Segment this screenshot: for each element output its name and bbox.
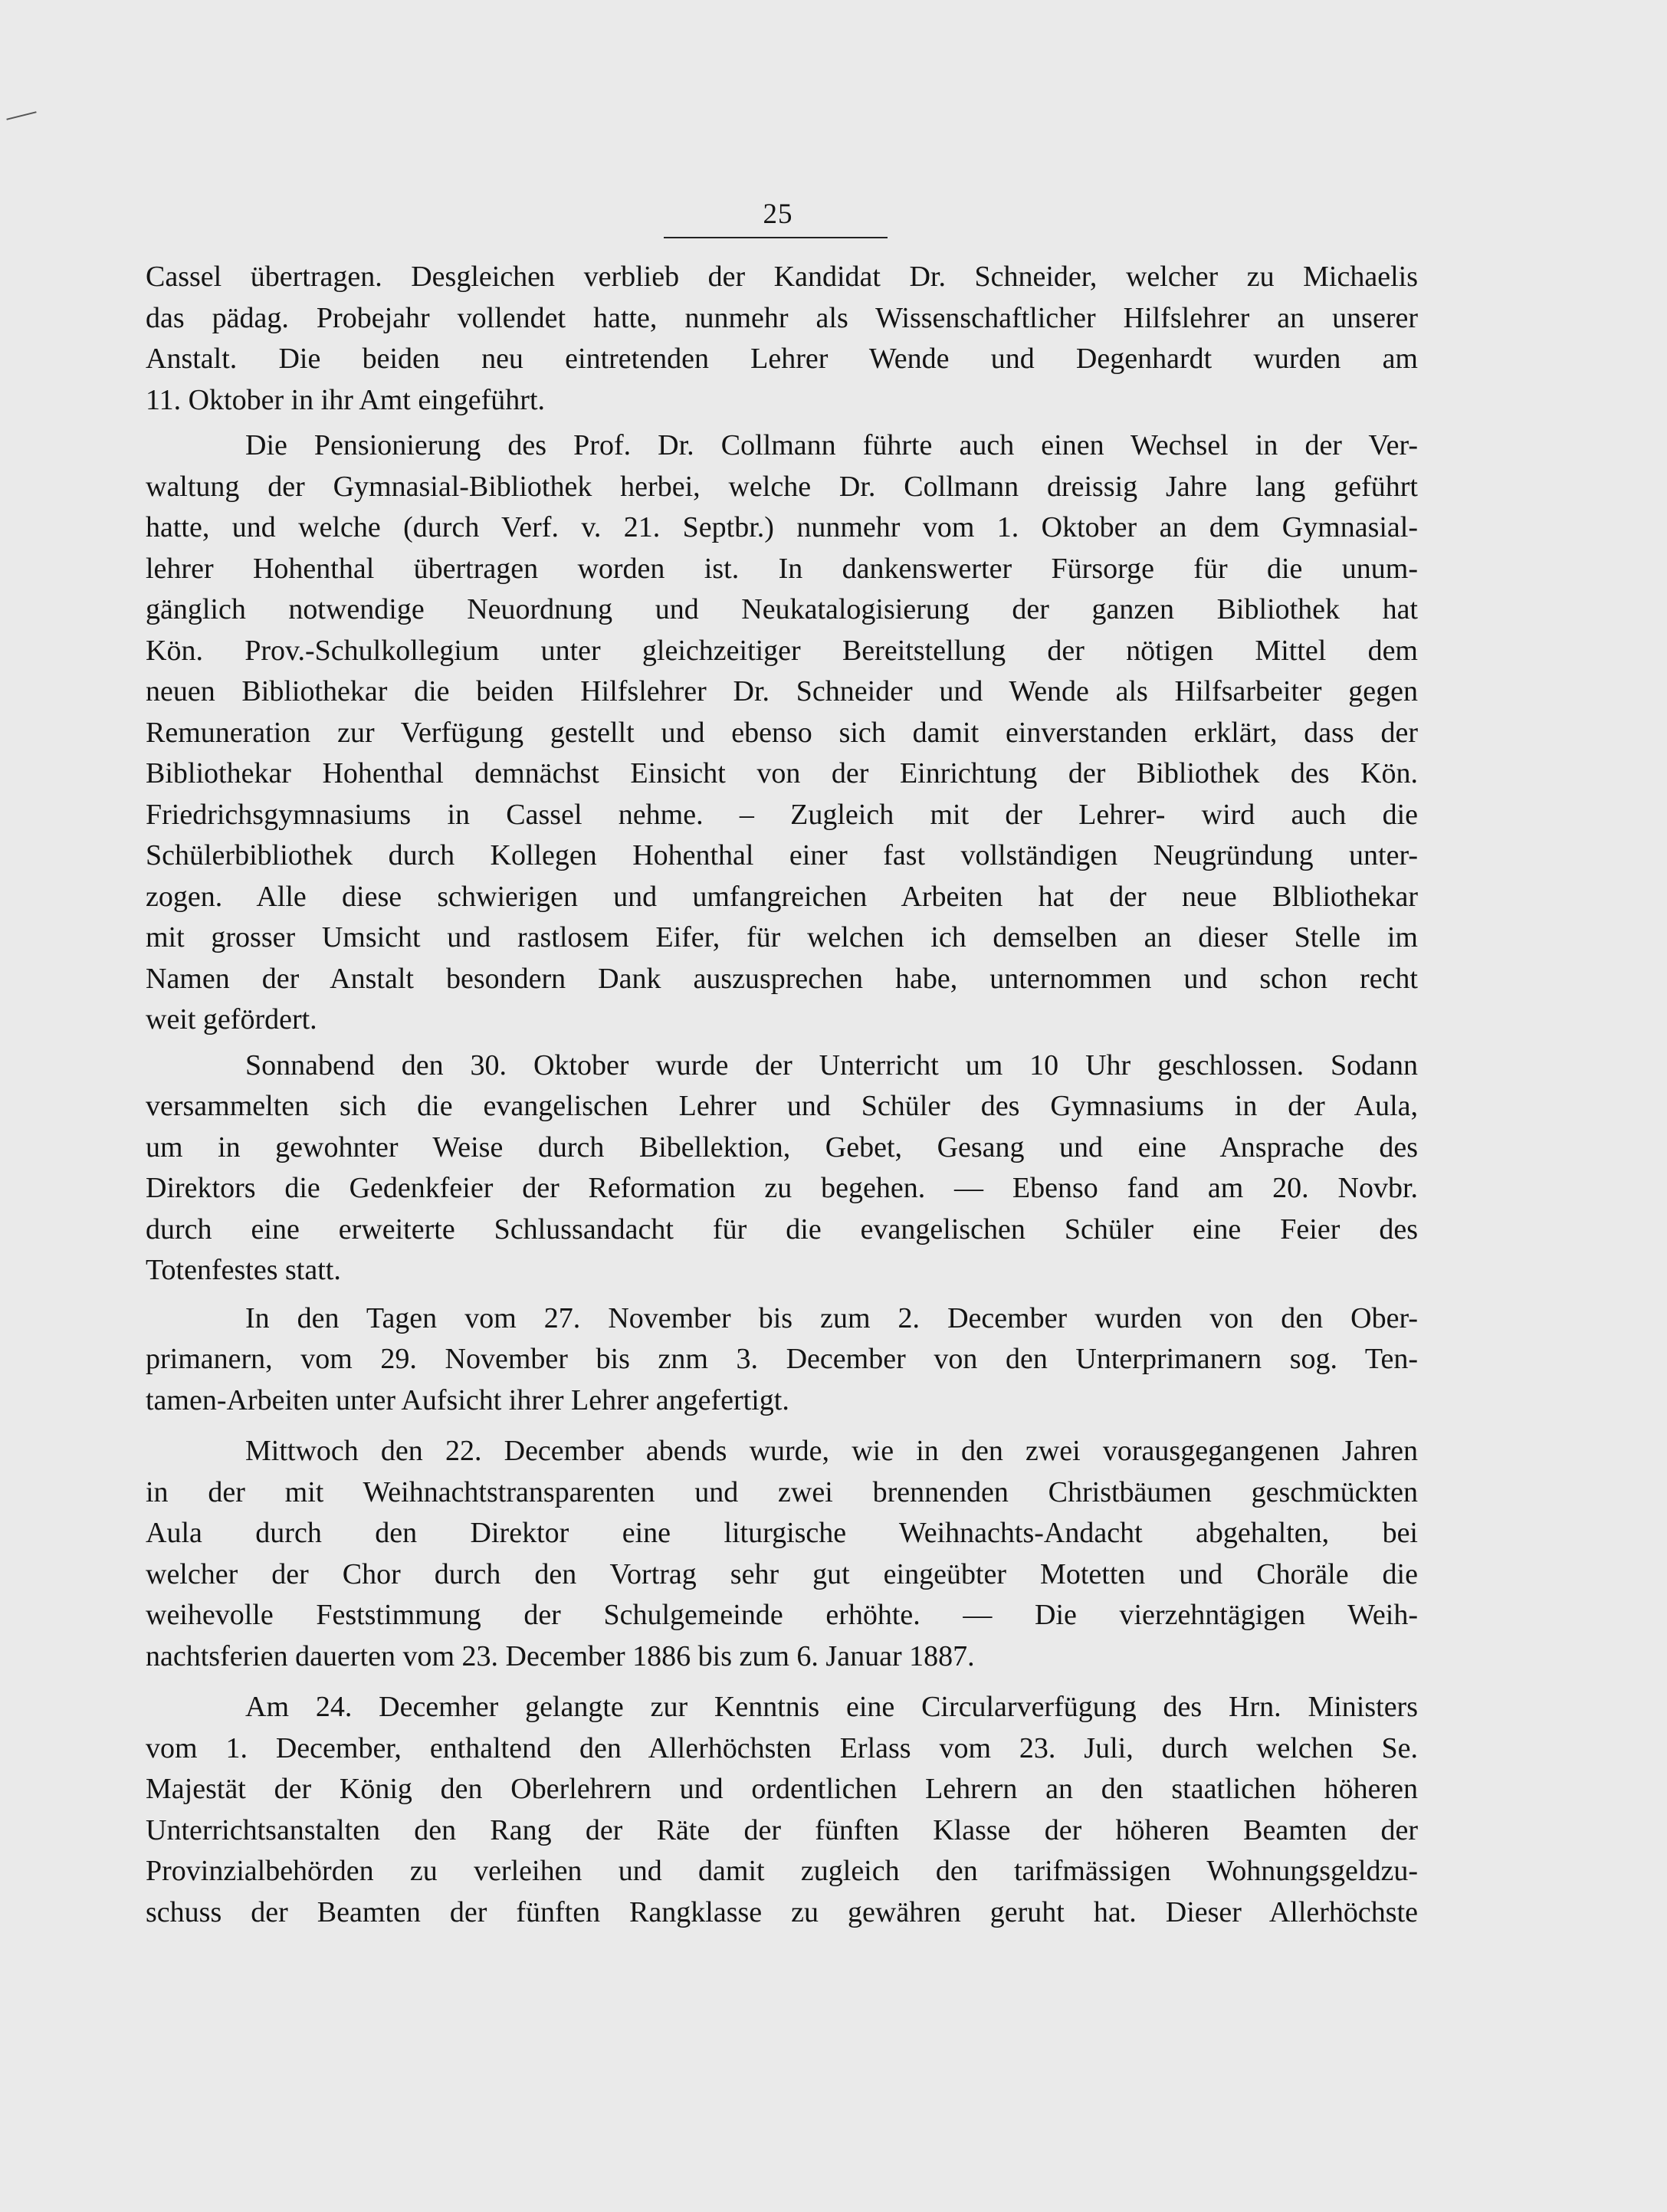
text-line: Bibliothekar Hohenthal demnächst Einsicht von der Einrichtung der Bibliothek des Kön. [146, 757, 1418, 789]
text-line: Friedrichsgymnasiums in Cassel nehme. – Zugleich mit der Lehrer- wird auch die [146, 798, 1418, 831]
text-line: schuss der Beamten der fünften Rangklasse zu gewähren geruht hat. Dieser Allerhöchste [146, 1895, 1418, 1928]
paragraph-2 [146, 425, 1418, 1041]
paragraph-4 [146, 1298, 1418, 1422]
text-line: Anstalt. Die beiden neu eintretenden Lehrer Wende und Degenhardt wurden am [146, 343, 1418, 375]
text-line: nachtsferien dauerten vom 23. December 1886 bis zum 6. Januar 1887. [146, 1639, 975, 1672]
paragraph-5 [146, 1431, 1418, 1677]
text-line: Schülerbibliothek durch Kollegen Hohenthal einer fast vollständigen Neugründung unter- [146, 839, 1418, 871]
text-line: Remuneration zur Verfügung gestellt und ebenso sich damit einverstanden erklärt, dass der [146, 716, 1418, 749]
text-line: tamen-Arbeiten unter Aufsicht ihrer Lehrer angefertigt. [146, 1383, 789, 1416]
text-line: Sonnabend den 30. Oktober wurde der Unterricht um 10 Uhr geschlossen. Sodann [245, 1049, 1418, 1081]
text-line: weit gefördert. [146, 1003, 317, 1035]
text-line: versammelten sich die evangelischen Lehrer und Schüler des Gymnasiums in der Aula, [146, 1090, 1418, 1122]
text-line: vom 1. December, enthaltend den Allerhöchsten Erlass vom 23. Juli, durch welchen Se. [146, 1731, 1418, 1764]
text-line: um in gewohnter Weise durch Bibellektion, Gebet, Gesang und eine Ansprache des [146, 1131, 1418, 1163]
text-line: Majestät der König den Oberlehrern und ordentlichen Lehrern an den staatlichen höheren [146, 1773, 1418, 1805]
text-line: Am 24. Decemher gelangte zur Kenntnis eine Circularverfügung des Hrn. Ministers [245, 1691, 1418, 1723]
text-line: Kön. Prov.-Schulkollegium unter gleichzeitiger Bereitstellung der nötigen Mittel dem [146, 634, 1418, 667]
text-line: gänglich notwendige Neuordnung und Neukatalogisierung der ganzen Bibliothek hat [146, 593, 1418, 625]
text-line: primanern, vom 29. November bis znm 3. December von den Unterprimanern sog. Ten- [146, 1343, 1418, 1375]
text-line: in der mit Weihnachtstransparenten und zwei brennenden Christbäumen geschmückten [146, 1475, 1418, 1508]
text-line: Aula durch den Direktor eine liturgische Weihnachts-Andacht abgehalten, bei [146, 1517, 1418, 1549]
text-line: Namen der Anstalt besondern Dank auszusprechen habe, unternommen und schon recht [146, 962, 1418, 995]
header-rule [664, 237, 888, 238]
text-line: Unterrichtsanstalten den Rang der Räte der fünften Klasse der höheren Beamten der [146, 1813, 1418, 1846]
text-line: Direktors die Gedenkfeier der Reformation zu begehen. — Ebenso fand am 20. Novbr. [146, 1172, 1418, 1204]
text-line: weihevolle Feststimmung der Schulgemeinde erhöhte. — Die vierzehntägigen Weih- [146, 1599, 1418, 1631]
text-line: das pädag. Probejahr vollendet hatte, nunmehr als Wissenschaftlicher Hilfslehrer an unserer [146, 301, 1418, 334]
body-text [146, 257, 1418, 1933]
text-line: welcher der Chor durch den Vortrag sehr gut eingeübter Motetten und Choräle die [146, 1557, 1418, 1590]
paragraph-1 [146, 257, 1418, 421]
text-line: Die Pensionierung des Prof. Dr. Collmann führte auch einen Wechsel in der Ver- [245, 429, 1418, 461]
text-line: neuen Bibliothekar die beiden Hilfslehrer Dr. Schneider und Wende als Hilfsarbeiter gegen [146, 675, 1418, 707]
text-line: waltung der Gymnasial-Bibliothek herbei, welche Dr. Collmann dreissig Jahre lang geführt [146, 470, 1418, 503]
text-line: durch eine erweiterte Schlussandacht für die evangelischen Schüler eine Feier des [146, 1213, 1418, 1245]
text-line: hatte, und welche (durch Verf. v. 21. Septbr.) nunmehr vom 1. Oktober an dem Gymnasial- [146, 511, 1418, 543]
paragraph-3 [146, 1045, 1418, 1291]
text-line: lehrer Hohenthal übertragen worden ist. In dankenswerter Fürsorge für die unum- [146, 552, 1418, 585]
paragraph-6 [146, 1687, 1418, 1933]
text-line: Mittwoch den 22. December abends wurde, wie in den zwei vorausgegangenen Jahren [245, 1435, 1418, 1467]
text-line: Totenfestes statt. [146, 1254, 341, 1286]
pencil-mark [6, 111, 36, 120]
text-line: Cassel übertragen. Desgleichen verblieb der Kandidat Dr. Schneider, welcher zu Michaelis [146, 261, 1418, 293]
page-number: 25 [763, 199, 793, 230]
text-line: zogen. Alle diese schwierigen und umfangreichen Arbeiten hat der neue Blbliothekar [146, 880, 1418, 913]
text-line: In den Tagen vom 27. November bis zum 2. December wurden von den Ober- [245, 1301, 1418, 1334]
text-line: 11. Oktober in ihr Amt eingeführt. [146, 383, 545, 416]
text-line: mit grosser Umsicht und rastlosem Eifer, für welchen ich demselben an dieser Stelle im [146, 921, 1418, 953]
text-line: Provinzialbehörden zu verleihen und damit zugleich den tarifmässigen Wohnungsgeldzu- [146, 1855, 1418, 1887]
